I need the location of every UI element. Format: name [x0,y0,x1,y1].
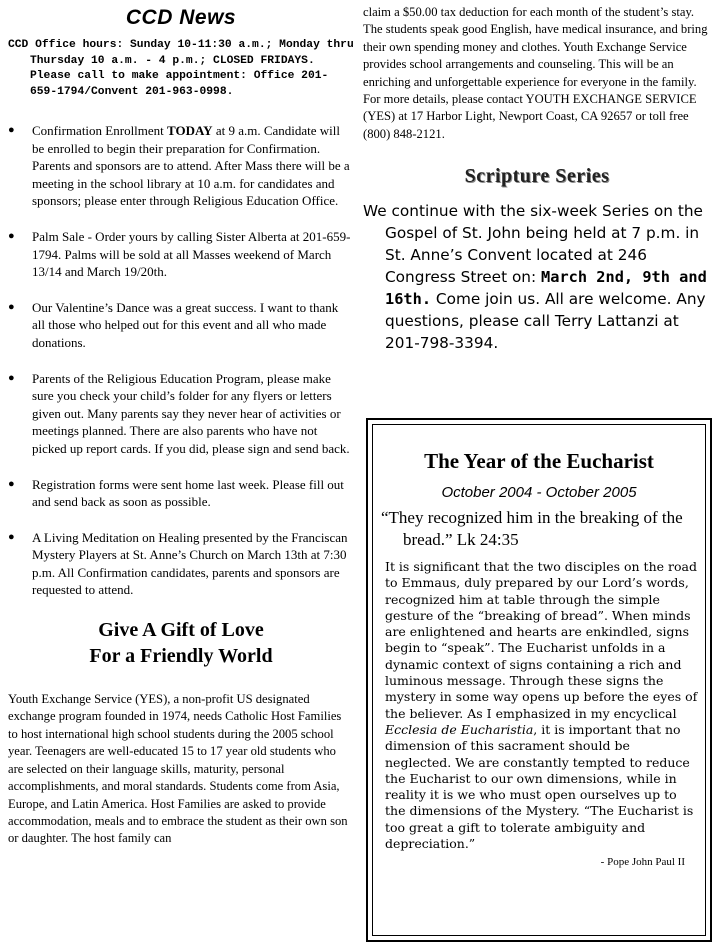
eucharist-box-inner [372,424,706,936]
bullet-item-parents: ● Parents of the Religious Education Program, please make sure you check your child’s folder for any flyers or letters given out. Many parents say they never hear of activities or meetings planned. There are also parents who have not picked up report cards. If you did, please sign and send back. [8,370,350,456]
bullet-item-registration: ● Registration forms were sent home last week. Please fill out and send back as soon as possible. [8,476,344,510]
yes-body: Youth Exchange Service (YES), a non-profit US designated exchange program founded in 1974, needs Catholic Host Families to host international high school students during the 2005 school year. Teenagers are well-educated 15 to 17 year old students who are selected on their language skills, maturity, personal accomplishments, and moral standards. Students come from Asia, Europe, and Latin America. Host Families are asked to provide accommodation, meals and to embrace the student as their own son or daughter. The host family can [8,692,348,846]
bullet-dot-icon: ● [8,229,15,242]
eucharist-quote: “They recognized him in the breaking of the bread.” Lk 24:35 [381,508,683,549]
office-hours: CCD Office hours: Sunday 10-11:30 a.m.; Monday thru Thursday 10 a.m. - 4 p.m.; CLOSED FRIDAYS. Please call to make appointment: Office 201-659-1794/Convent 201-963-0998. [8,39,354,98]
bullet-item-confirmation: ● Confirmation Enrollment TODAY at 9 a.m. Candidate will be enrolled to begin their preparation for Confirmation. Parents and sponsors are to attend. After Mass there will be a meeting in the school library at 10 a.m. for candidates and sponsors; please enter through Religious Education Office. [8,123,350,209]
gift-title: Give A Gift of Love For a Friendly World [89,619,273,668]
bullet-item-meditation: ● A Living Meditation on Healing presented by the Franciscan Mystery Players at St. Anne’s Church on March 13th at 7:30 p.m. All Confirmation candidates, parents and sponsors are requested to attend. [8,529,348,598]
yes-body-continued: claim a $50.00 tax deduction for each month of the student’s stay. The students speak good English, have medical insurance, and bring their own spending money and clothes. Youth Exchange Service provides school arrangements and counseling. This will be an enriching and unforgettable experience for everyone in the family. For more details, please contact YOUTH EXCHANGE SERVICE (YES) at 17 Harbor Light, Newport Coast, CA 92657 or toll free (800) 848-2121. [363,5,708,141]
bullet-item-valentines: ● Our Valentine’s Dance was a great success. I want to thank all those who helped out for this event and all who made donations. [8,299,339,350]
bullet-dot-icon: ● [8,530,15,543]
eucharist-title: The Year of the Eucharist [424,449,654,473]
bullet-dot-icon: ● [8,371,15,384]
right-column [363,4,711,354]
bullet-dot-icon: ● [8,477,15,490]
bullet-dot-icon: ● [8,300,15,313]
ccd-news-title: CCD News [125,6,237,29]
scripture-body: We continue with the six-week Series on the Gospel of St. John being held at 7 p.m. in St. Anne’s Convent located at 246 Congress Street on: March 2nd, 9th and 16th. Come join us. All are welcome. Any questions, please call Terry Lattanzi at 201-798-3394. [363,202,707,353]
ccd-bullet-list [8,122,354,599]
left-column [8,6,354,848]
eucharist-body: It is significant that the two disciples on the road to Emmaus, duly prepared by our Lord’s words, recognized him at table through the simple gesture of the “breaking of bread”. When minds are enlightened and hearts are enkindled, signs begin to “speak”. The Eucharist unfolds in a dynamic context of signs containing a rich and luminous message. Through these signs the mystery in some way opens up before the eyes of the believer. As I emphasized in my encyclical Ecclesia de Eucharistia, it is important that no dimension of this sacrament should be neglected. We are constantly tempted to reduce the Eucharist to our own dimensions, while in reality it is we who must open ourselves up to the dimensions of the Mystery. “The Eucharist is too great a gift to tolerate ambiguity and depreciation.” [385,559,698,852]
bullet-item-palm-sale: ● Palm Sale - Order yours by calling Sister Alberta at 201-659-1794. Palms will be sold at all Masses weekend of March 13/14 and March 19/20th. [8,228,351,280]
eucharist-signature: - Pope John Paul II [600,856,685,869]
eucharist-dates: October 2004 - October 2005 [441,484,637,501]
eucharist-box [366,418,712,942]
bullet-dot-icon: ● [8,124,15,136]
scripture-title: Scripture Series [464,165,610,188]
